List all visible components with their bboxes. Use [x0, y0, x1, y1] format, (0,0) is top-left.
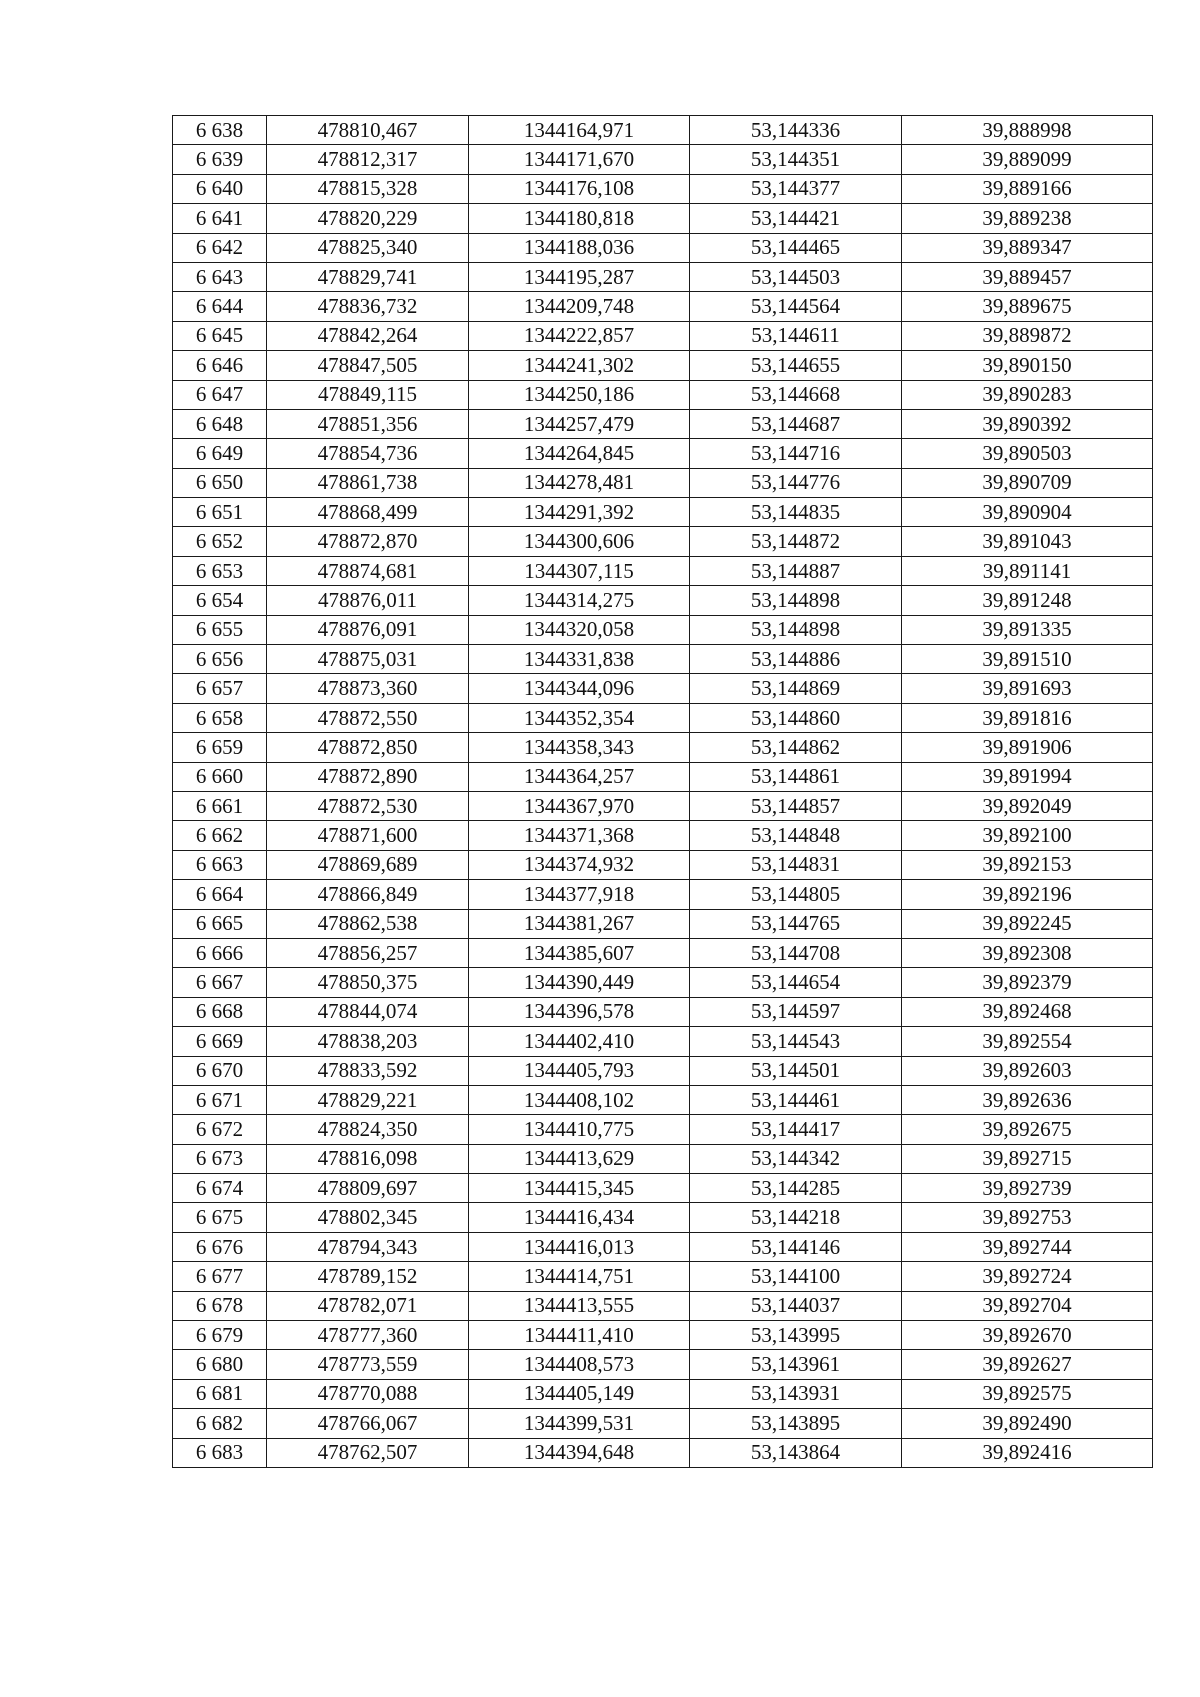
point-number-cell: 6 649	[173, 439, 267, 468]
point-number-cell: 6 675	[173, 1203, 267, 1232]
point-number-cell: 6 661	[173, 791, 267, 820]
latitude-cell: 53,144857	[690, 791, 902, 820]
point-number-cell: 6 642	[173, 233, 267, 262]
longitude-cell: 39,892636	[902, 1085, 1153, 1114]
x-coordinate-cell: 478773,559	[267, 1350, 469, 1379]
latitude-cell: 53,144336	[690, 116, 902, 145]
longitude-cell: 39,892153	[902, 850, 1153, 879]
point-number-cell: 6 683	[173, 1438, 267, 1467]
longitude-cell: 39,889872	[902, 321, 1153, 350]
table-row	[173, 1409, 1153, 1438]
longitude-cell: 39,891693	[902, 674, 1153, 703]
y-coordinate-cell: 1344414,751	[469, 1262, 690, 1291]
latitude-cell: 53,143895	[690, 1409, 902, 1438]
x-coordinate-cell: 478861,738	[267, 468, 469, 497]
y-coordinate-cell: 1344331,838	[469, 645, 690, 674]
x-coordinate-cell: 478873,360	[267, 674, 469, 703]
point-number-cell: 6 648	[173, 409, 267, 438]
table-row	[173, 1438, 1153, 1467]
y-coordinate-cell: 1344413,629	[469, 1144, 690, 1173]
longitude-cell: 39,892308	[902, 938, 1153, 967]
latitude-cell: 53,144872	[690, 527, 902, 556]
y-coordinate-cell: 1344405,793	[469, 1056, 690, 1085]
longitude-cell: 39,892603	[902, 1056, 1153, 1085]
y-coordinate-cell: 1344408,102	[469, 1085, 690, 1114]
x-coordinate-cell: 478856,257	[267, 938, 469, 967]
point-number-cell: 6 656	[173, 645, 267, 674]
longitude-cell: 39,889675	[902, 292, 1153, 321]
x-coordinate-cell: 478876,011	[267, 586, 469, 615]
longitude-cell: 39,890904	[902, 498, 1153, 527]
table-row	[173, 762, 1153, 791]
latitude-cell: 53,144377	[690, 174, 902, 203]
y-coordinate-cell: 1344278,481	[469, 468, 690, 497]
point-number-cell: 6 644	[173, 292, 267, 321]
y-coordinate-cell: 1344222,857	[469, 321, 690, 350]
y-coordinate-cell: 1344399,531	[469, 1409, 690, 1438]
longitude-cell: 39,889457	[902, 262, 1153, 291]
y-coordinate-cell: 1344416,013	[469, 1232, 690, 1261]
point-number-cell: 6 674	[173, 1174, 267, 1203]
table-row	[173, 791, 1153, 820]
x-coordinate-cell: 478829,741	[267, 262, 469, 291]
latitude-cell: 53,143961	[690, 1350, 902, 1379]
point-number-cell: 6 681	[173, 1379, 267, 1408]
y-coordinate-cell: 1344390,449	[469, 968, 690, 997]
latitude-cell: 53,144860	[690, 703, 902, 732]
point-number-cell: 6 673	[173, 1144, 267, 1173]
longitude-cell: 39,892704	[902, 1291, 1153, 1320]
table-row	[173, 938, 1153, 967]
point-number-cell: 6 658	[173, 703, 267, 732]
x-coordinate-cell: 478847,505	[267, 351, 469, 380]
table-row	[173, 997, 1153, 1026]
y-coordinate-cell: 1344396,578	[469, 997, 690, 1026]
point-number-cell: 6 664	[173, 880, 267, 909]
latitude-cell: 53,144668	[690, 380, 902, 409]
point-number-cell: 6 668	[173, 997, 267, 1026]
longitude-cell: 39,892724	[902, 1262, 1153, 1291]
point-number-cell: 6 663	[173, 850, 267, 879]
latitude-cell: 53,144898	[690, 586, 902, 615]
y-coordinate-cell: 1344180,818	[469, 204, 690, 233]
x-coordinate-cell: 478794,343	[267, 1232, 469, 1261]
y-coordinate-cell: 1344408,573	[469, 1350, 690, 1379]
latitude-cell: 53,144543	[690, 1027, 902, 1056]
point-number-cell: 6 671	[173, 1085, 267, 1114]
x-coordinate-cell: 478825,340	[267, 233, 469, 262]
latitude-cell: 53,144465	[690, 233, 902, 262]
latitude-cell: 53,144886	[690, 645, 902, 674]
x-coordinate-cell: 478824,350	[267, 1115, 469, 1144]
y-coordinate-cell: 1344374,932	[469, 850, 690, 879]
latitude-cell: 53,144862	[690, 733, 902, 762]
latitude-cell: 53,144146	[690, 1232, 902, 1261]
x-coordinate-cell: 478815,328	[267, 174, 469, 203]
y-coordinate-cell: 1344344,096	[469, 674, 690, 703]
x-coordinate-cell: 478874,681	[267, 556, 469, 585]
latitude-cell: 53,144835	[690, 498, 902, 527]
longitude-cell: 39,891994	[902, 762, 1153, 791]
latitude-cell: 53,143864	[690, 1438, 902, 1467]
latitude-cell: 53,144611	[690, 321, 902, 350]
y-coordinate-cell: 1344176,108	[469, 174, 690, 203]
x-coordinate-cell: 478812,317	[267, 145, 469, 174]
y-coordinate-cell: 1344195,287	[469, 262, 690, 291]
latitude-cell: 53,144501	[690, 1056, 902, 1085]
point-number-cell: 6 666	[173, 938, 267, 967]
table-row	[173, 1232, 1153, 1261]
x-coordinate-cell: 478782,071	[267, 1291, 469, 1320]
point-number-cell: 6 659	[173, 733, 267, 762]
longitude-cell: 39,891335	[902, 615, 1153, 644]
latitude-cell: 53,144503	[690, 262, 902, 291]
point-number-cell: 6 643	[173, 262, 267, 291]
longitude-cell: 39,890709	[902, 468, 1153, 497]
y-coordinate-cell: 1344410,775	[469, 1115, 690, 1144]
longitude-cell: 39,891141	[902, 556, 1153, 585]
table-row	[173, 1174, 1153, 1203]
table-row	[173, 1085, 1153, 1114]
table-row	[173, 556, 1153, 585]
x-coordinate-cell: 478872,530	[267, 791, 469, 820]
x-coordinate-cell: 478875,031	[267, 645, 469, 674]
latitude-cell: 53,144655	[690, 351, 902, 380]
table-row	[173, 1350, 1153, 1379]
point-number-cell: 6 665	[173, 909, 267, 938]
x-coordinate-cell: 478762,507	[267, 1438, 469, 1467]
longitude-cell: 39,892468	[902, 997, 1153, 1026]
x-coordinate-cell: 478876,091	[267, 615, 469, 644]
y-coordinate-cell: 1344415,345	[469, 1174, 690, 1203]
point-number-cell: 6 660	[173, 762, 267, 791]
latitude-cell: 53,144861	[690, 762, 902, 791]
latitude-cell: 53,144708	[690, 938, 902, 967]
table-row	[173, 1203, 1153, 1232]
y-coordinate-cell: 1344416,434	[469, 1203, 690, 1232]
longitude-cell: 39,892627	[902, 1350, 1153, 1379]
table-row	[173, 1115, 1153, 1144]
latitude-cell: 53,144285	[690, 1174, 902, 1203]
point-number-cell: 6 641	[173, 204, 267, 233]
point-number-cell: 6 677	[173, 1262, 267, 1291]
x-coordinate-cell: 478849,115	[267, 380, 469, 409]
longitude-cell: 39,888998	[902, 116, 1153, 145]
point-number-cell: 6 645	[173, 321, 267, 350]
longitude-cell: 39,889347	[902, 233, 1153, 262]
point-number-cell: 6 670	[173, 1056, 267, 1085]
table-row	[173, 145, 1153, 174]
y-coordinate-cell: 1344241,302	[469, 351, 690, 380]
y-coordinate-cell: 1344300,606	[469, 527, 690, 556]
x-coordinate-cell: 478802,345	[267, 1203, 469, 1232]
point-number-cell: 6 679	[173, 1321, 267, 1350]
table-row	[173, 174, 1153, 203]
table-row	[173, 204, 1153, 233]
latitude-cell: 53,144887	[690, 556, 902, 585]
latitude-cell: 53,143995	[690, 1321, 902, 1350]
latitude-cell: 53,144218	[690, 1203, 902, 1232]
x-coordinate-cell: 478851,356	[267, 409, 469, 438]
table-row	[173, 674, 1153, 703]
y-coordinate-cell: 1344413,555	[469, 1291, 690, 1320]
longitude-cell: 39,892554	[902, 1027, 1153, 1056]
y-coordinate-cell: 1344291,392	[469, 498, 690, 527]
latitude-cell: 53,144100	[690, 1262, 902, 1291]
table-row	[173, 321, 1153, 350]
point-number-cell: 6 655	[173, 615, 267, 644]
x-coordinate-cell: 478842,264	[267, 321, 469, 350]
x-coordinate-cell: 478871,600	[267, 821, 469, 850]
table-row	[173, 880, 1153, 909]
latitude-cell: 53,144848	[690, 821, 902, 850]
x-coordinate-cell: 478850,375	[267, 968, 469, 997]
x-coordinate-cell: 478872,850	[267, 733, 469, 762]
table-row	[173, 439, 1153, 468]
y-coordinate-cell: 1344320,058	[469, 615, 690, 644]
y-coordinate-cell: 1344314,275	[469, 586, 690, 615]
latitude-cell: 53,143931	[690, 1379, 902, 1408]
table-row	[173, 733, 1153, 762]
table-row	[173, 615, 1153, 644]
x-coordinate-cell: 478868,499	[267, 498, 469, 527]
latitude-cell: 53,144342	[690, 1144, 902, 1173]
table-row	[173, 409, 1153, 438]
y-coordinate-cell: 1344209,748	[469, 292, 690, 321]
latitude-cell: 53,144831	[690, 850, 902, 879]
longitude-cell: 39,889238	[902, 204, 1153, 233]
point-number-cell: 6 676	[173, 1232, 267, 1261]
table-row	[173, 1027, 1153, 1056]
longitude-cell: 39,891906	[902, 733, 1153, 762]
table-row	[173, 703, 1153, 732]
point-number-cell: 6 647	[173, 380, 267, 409]
x-coordinate-cell: 478862,538	[267, 909, 469, 938]
longitude-cell: 39,892245	[902, 909, 1153, 938]
table-row	[173, 498, 1153, 527]
y-coordinate-cell: 1344381,267	[469, 909, 690, 938]
longitude-cell: 39,892739	[902, 1174, 1153, 1203]
y-coordinate-cell: 1344411,410	[469, 1321, 690, 1350]
point-number-cell: 6 667	[173, 968, 267, 997]
table-row	[173, 821, 1153, 850]
point-number-cell: 6 654	[173, 586, 267, 615]
y-coordinate-cell: 1344358,343	[469, 733, 690, 762]
point-number-cell: 6 678	[173, 1291, 267, 1320]
table-row	[173, 909, 1153, 938]
longitude-cell: 39,891510	[902, 645, 1153, 674]
latitude-cell: 53,144869	[690, 674, 902, 703]
x-coordinate-cell: 478836,732	[267, 292, 469, 321]
y-coordinate-cell: 1344352,354	[469, 703, 690, 732]
longitude-cell: 39,892670	[902, 1321, 1153, 1350]
point-number-cell: 6 651	[173, 498, 267, 527]
longitude-cell: 39,892715	[902, 1144, 1153, 1173]
longitude-cell: 39,889166	[902, 174, 1153, 203]
table-row	[173, 468, 1153, 497]
longitude-cell: 39,892753	[902, 1203, 1153, 1232]
x-coordinate-cell: 478820,229	[267, 204, 469, 233]
table-row	[173, 233, 1153, 262]
longitude-cell: 39,892744	[902, 1232, 1153, 1261]
y-coordinate-cell: 1344385,607	[469, 938, 690, 967]
longitude-cell: 39,890283	[902, 380, 1153, 409]
latitude-cell: 53,144716	[690, 439, 902, 468]
table-row	[173, 262, 1153, 291]
coordinates-table-body	[173, 116, 1153, 1468]
table-row	[173, 1379, 1153, 1408]
table-row	[173, 380, 1153, 409]
point-number-cell: 6 646	[173, 351, 267, 380]
point-number-cell: 6 653	[173, 556, 267, 585]
table-row	[173, 1262, 1153, 1291]
point-number-cell: 6 672	[173, 1115, 267, 1144]
latitude-cell: 53,144417	[690, 1115, 902, 1144]
x-coordinate-cell: 478838,203	[267, 1027, 469, 1056]
table-row	[173, 116, 1153, 145]
latitude-cell: 53,144421	[690, 204, 902, 233]
table-row	[173, 1291, 1153, 1320]
longitude-cell: 39,892490	[902, 1409, 1153, 1438]
y-coordinate-cell: 1344264,845	[469, 439, 690, 468]
x-coordinate-cell: 478770,088	[267, 1379, 469, 1408]
point-number-cell: 6 650	[173, 468, 267, 497]
longitude-cell: 39,892100	[902, 821, 1153, 850]
latitude-cell: 53,144564	[690, 292, 902, 321]
longitude-cell: 39,892196	[902, 880, 1153, 909]
point-number-cell: 6 682	[173, 1409, 267, 1438]
x-coordinate-cell: 478810,467	[267, 116, 469, 145]
x-coordinate-cell: 478789,152	[267, 1262, 469, 1291]
point-number-cell: 6 669	[173, 1027, 267, 1056]
point-number-cell: 6 680	[173, 1350, 267, 1379]
table-row	[173, 1144, 1153, 1173]
y-coordinate-cell: 1344164,971	[469, 116, 690, 145]
x-coordinate-cell: 478872,870	[267, 527, 469, 556]
x-coordinate-cell: 478854,736	[267, 439, 469, 468]
y-coordinate-cell: 1344394,648	[469, 1438, 690, 1467]
table-row	[173, 1321, 1153, 1350]
longitude-cell: 39,891816	[902, 703, 1153, 732]
latitude-cell: 53,144654	[690, 968, 902, 997]
latitude-cell: 53,144597	[690, 997, 902, 1026]
latitude-cell: 53,144687	[690, 409, 902, 438]
x-coordinate-cell: 478816,098	[267, 1144, 469, 1173]
table-row	[173, 586, 1153, 615]
table-row	[173, 351, 1153, 380]
longitude-cell: 39,892416	[902, 1438, 1153, 1467]
y-coordinate-cell: 1344364,257	[469, 762, 690, 791]
latitude-cell: 53,144776	[690, 468, 902, 497]
x-coordinate-cell: 478766,067	[267, 1409, 469, 1438]
coordinates-table	[172, 115, 1153, 1468]
longitude-cell: 39,890392	[902, 409, 1153, 438]
point-number-cell: 6 638	[173, 116, 267, 145]
table-row	[173, 292, 1153, 321]
x-coordinate-cell: 478809,697	[267, 1174, 469, 1203]
table-row	[173, 850, 1153, 879]
x-coordinate-cell: 478869,689	[267, 850, 469, 879]
table-row	[173, 645, 1153, 674]
longitude-cell: 39,892675	[902, 1115, 1153, 1144]
y-coordinate-cell: 1344257,479	[469, 409, 690, 438]
x-coordinate-cell: 478829,221	[267, 1085, 469, 1114]
point-number-cell: 6 640	[173, 174, 267, 203]
table-row	[173, 527, 1153, 556]
y-coordinate-cell: 1344250,186	[469, 380, 690, 409]
x-coordinate-cell: 478777,360	[267, 1321, 469, 1350]
x-coordinate-cell: 478844,074	[267, 997, 469, 1026]
y-coordinate-cell: 1344188,036	[469, 233, 690, 262]
table-row	[173, 968, 1153, 997]
latitude-cell: 53,144037	[690, 1291, 902, 1320]
longitude-cell: 39,892575	[902, 1379, 1153, 1408]
x-coordinate-cell: 478872,550	[267, 703, 469, 732]
point-number-cell: 6 657	[173, 674, 267, 703]
y-coordinate-cell: 1344307,115	[469, 556, 690, 585]
longitude-cell: 39,892379	[902, 968, 1153, 997]
y-coordinate-cell: 1344405,149	[469, 1379, 690, 1408]
latitude-cell: 53,144765	[690, 909, 902, 938]
point-number-cell: 6 662	[173, 821, 267, 850]
y-coordinate-cell: 1344171,670	[469, 145, 690, 174]
latitude-cell: 53,144461	[690, 1085, 902, 1114]
longitude-cell: 39,890503	[902, 439, 1153, 468]
y-coordinate-cell: 1344371,368	[469, 821, 690, 850]
latitude-cell: 53,144898	[690, 615, 902, 644]
latitude-cell: 53,144351	[690, 145, 902, 174]
longitude-cell: 39,891248	[902, 586, 1153, 615]
x-coordinate-cell: 478872,890	[267, 762, 469, 791]
x-coordinate-cell: 478833,592	[267, 1056, 469, 1085]
y-coordinate-cell: 1344367,970	[469, 791, 690, 820]
y-coordinate-cell: 1344402,410	[469, 1027, 690, 1056]
longitude-cell: 39,890150	[902, 351, 1153, 380]
x-coordinate-cell: 478866,849	[267, 880, 469, 909]
table-row	[173, 1056, 1153, 1085]
y-coordinate-cell: 1344377,918	[469, 880, 690, 909]
longitude-cell: 39,891043	[902, 527, 1153, 556]
latitude-cell: 53,144805	[690, 880, 902, 909]
point-number-cell: 6 652	[173, 527, 267, 556]
longitude-cell: 39,889099	[902, 145, 1153, 174]
longitude-cell: 39,892049	[902, 791, 1153, 820]
point-number-cell: 6 639	[173, 145, 267, 174]
